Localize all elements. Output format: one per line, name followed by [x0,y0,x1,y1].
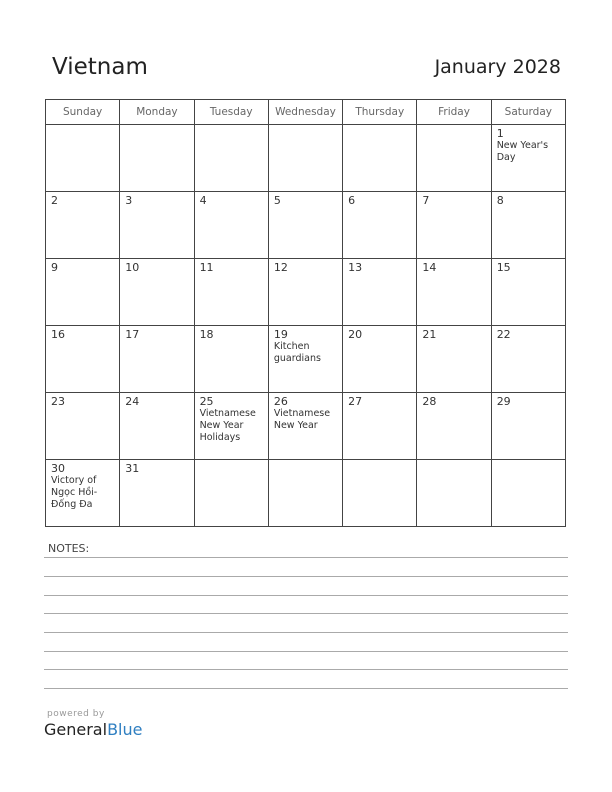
calendar-week-row [46,259,566,326]
calendar-day-cell [491,192,565,259]
weekday-header: Monday [120,100,194,125]
calendar-day-cell [491,326,565,393]
day-number: 16 [51,328,65,341]
calendar-day-cell [343,393,417,460]
day-number: 10 [125,261,140,274]
calendar-week-row [46,125,566,192]
calendar-day-cell [417,326,491,393]
day-number: 1 [496,127,504,140]
note-line [44,632,568,633]
day-number: 17 [125,328,140,341]
day-number: 4 [199,194,207,207]
brand-general: General [44,720,108,739]
day-number: 20 [348,328,363,341]
note-line [44,613,568,614]
day-number: 9 [51,261,58,274]
weekday-header: Saturday [491,100,565,125]
day-number: 13 [348,261,363,274]
note-line [44,595,568,596]
calendar-day-cell [417,192,491,259]
calendar-day-cell [417,393,491,460]
calendar-day-cell [343,326,417,393]
calendar-day-cell [491,393,565,460]
day-number: 6 [348,194,356,207]
calendar-day-cell [491,460,565,527]
day-number: 28 [422,395,437,408]
calendar-day-cell [343,125,417,192]
day-number: 15 [496,261,511,274]
calendar-day-cell [417,125,491,192]
holiday-label: Victory of Ngọc Hồi-Đống Đa [51,475,98,510]
weekday-header-row [46,100,566,125]
weekday-header: Thursday [343,100,417,125]
day-number: 11 [199,261,214,274]
day-number: 5 [273,194,281,207]
holiday-label: Kitchen guardians [273,341,321,364]
calendar-day-cell [46,326,120,393]
calendar-week-row [46,326,566,393]
calendar-day-cell [417,460,491,527]
day-number: 27 [348,395,363,408]
calendar-week-row [46,393,566,460]
calendar-day-cell [46,192,120,259]
calendar-day-cell [46,125,120,192]
powered-by-text: powered by [47,709,105,719]
calendar-day-cell [46,259,120,326]
note-line [44,669,568,670]
day-number: 22 [496,328,511,341]
weekday-header: Wednesday [268,100,342,125]
calendar-day-cell [194,326,268,393]
day-number: 31 [125,462,140,475]
day-number: 23 [51,395,65,408]
note-line [44,688,568,689]
calendar-day-cell [194,125,268,192]
note-line [44,651,568,652]
calendar-grid [45,99,566,527]
calendar-day-cell [194,192,268,259]
day-number: 3 [125,194,133,207]
day-number: 24 [125,395,140,408]
calendar-week-row [46,192,566,259]
calendar-day-cell [194,259,268,326]
calendar-day-cell [268,326,342,393]
page-title-country: Vietnam [52,54,148,80]
brand-blue: Blue [107,720,143,739]
holiday-label: Vietnamese New Year Holidays [199,408,256,443]
calendar-day-cell [120,326,194,393]
calendar-day-cell [491,125,565,192]
day-number: 7 [422,194,430,207]
calendar-day-cell [343,192,417,259]
day-number: 14 [422,261,437,274]
weekday-header: Sunday [46,100,120,125]
day-number: 12 [273,261,288,274]
holiday-label: Vietnamese New Year [273,408,331,431]
day-number: 18 [199,328,214,341]
day-number: 30 [51,462,65,475]
day-number: 25 [199,395,214,408]
calendar-day-cell [417,259,491,326]
calendar-day-cell [268,125,342,192]
day-number: 19 [273,328,288,341]
calendar-day-cell [194,460,268,527]
calendar-day-cell [120,393,194,460]
calendar-day-cell [120,125,194,192]
calendar-day-cell [46,393,120,460]
calendar-day-cell [491,259,565,326]
calendar-day-cell [194,393,268,460]
note-line [44,557,568,558]
calendar-week-row [46,460,566,527]
weekday-header: Friday [417,100,491,125]
calendar-day-cell [120,460,194,527]
day-number: 29 [496,395,511,408]
day-number: 21 [422,328,437,341]
day-number: 8 [496,194,504,207]
calendar-day-cell [343,460,417,527]
weekday-header: Tuesday [194,100,268,125]
calendar-day-cell [46,460,120,527]
holiday-label: New Year's Day [496,140,549,163]
calendar-day-cell [268,393,342,460]
calendar-day-cell [268,460,342,527]
brand-logo [44,720,142,739]
calendar-day-cell [120,192,194,259]
note-line [44,576,568,577]
day-number: 26 [273,395,288,408]
day-number: 2 [51,194,58,207]
calendar-day-cell [268,259,342,326]
notes-label: NOTES: [48,542,90,555]
page-title-month: January 2028 [434,56,561,78]
calendar-day-cell [268,192,342,259]
calendar-day-cell [343,259,417,326]
calendar-day-cell [120,259,194,326]
